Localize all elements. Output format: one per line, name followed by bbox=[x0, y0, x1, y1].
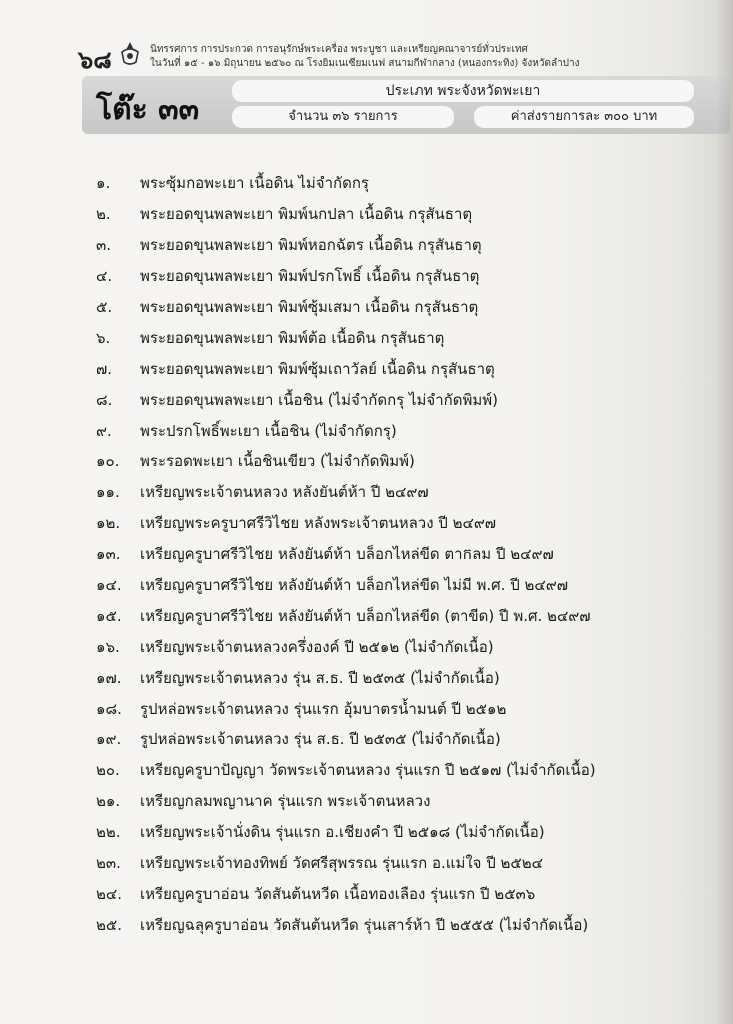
list-item bbox=[96, 848, 716, 879]
item-number: ๑๙. bbox=[96, 730, 122, 749]
item-number: ๑๒. bbox=[96, 514, 121, 533]
list-item bbox=[96, 693, 716, 724]
list-item bbox=[96, 570, 716, 601]
category-label: ประเภท พระจังหวัดพะเยา bbox=[232, 80, 694, 102]
item-text: เหรียญพระเจ้าตนหลวงครึ่งองค์ ปี ๒๕๑๒ (ไม่จำกัดเนื้อ) bbox=[140, 637, 494, 656]
item-list bbox=[96, 168, 716, 940]
list-item bbox=[96, 230, 716, 261]
list-item bbox=[96, 261, 716, 292]
item-text: เหรียญกลมพญานาค รุ่นแรก พระเจ้าตนหลวง bbox=[140, 792, 431, 811]
item-number: ๒๔. bbox=[96, 884, 123, 903]
page-header bbox=[78, 38, 718, 74]
list-item bbox=[96, 446, 716, 477]
list-item bbox=[96, 415, 716, 446]
item-text: เหรียญพระเจ้าตนหลวง รุ่น ส.ธ. ปี ๒๕๓๕ (ไม่จำกัดเนื้อ) bbox=[140, 668, 500, 687]
item-text: เหรียญพระเจ้านั่งดิน รุ่นแรก อ.เชียงคำ ปี ๒๕๑๘ (ไม่จำกัดเนื้อ) bbox=[140, 823, 545, 842]
item-number: ๒๒. bbox=[96, 823, 121, 842]
item-text: พระยอดขุนพลพะเยา พิมพ์ต้อ เนื้อดิน กรุสันธาตุ bbox=[140, 328, 445, 347]
item-number: ๑๔. bbox=[96, 576, 122, 595]
item-text: พระยอดขุนพลพะเยา พิมพ์นกปลา เนื้อดิน กรุสันธาตุ bbox=[140, 205, 473, 224]
item-text: พระยอดขุนพลพะเยา พิมพ์ปรกโพธิ์ เนื้อดิน กรุสันธาตุ bbox=[140, 267, 480, 286]
item-text: พระยอดขุนพลพะเยา พิมพ์ซุ้มเสมา เนื้อดิน กรุสันธาตุ bbox=[140, 298, 479, 316]
price-label: ค่าส่งรายการละ ๓๐๐ บาท bbox=[474, 106, 694, 128]
item-number: ๒๑. bbox=[96, 792, 121, 811]
item-number: ๒๐. bbox=[96, 761, 120, 780]
list-item bbox=[96, 724, 716, 755]
item-number: ๑๗. bbox=[96, 668, 122, 687]
list-item bbox=[96, 477, 716, 508]
item-number: ๓. bbox=[96, 236, 112, 255]
item-number: ๔. bbox=[96, 267, 113, 286]
list-item bbox=[96, 755, 716, 786]
list-item bbox=[96, 539, 716, 570]
item-number: ๒๓. bbox=[96, 854, 121, 873]
item-text: เหรียญพระเจ้าทองทิพย์ วัดศรีสุพรรณ รุ่นแรก อ.แม่ใจ ปี ๒๕๒๔ bbox=[140, 854, 543, 873]
list-item bbox=[96, 631, 716, 662]
item-text: เหรียญพระเจ้าตนหลวง หลังยันต์ห้า ปี ๒๔๙๗ bbox=[140, 483, 429, 502]
list-item bbox=[96, 786, 716, 817]
list-item bbox=[96, 508, 716, 539]
item-number: ๑๓. bbox=[96, 545, 121, 564]
item-text: พระปรกโพธิ์พะเยา เนื้อชิน (ไม่จำกัดกรุ) bbox=[140, 421, 397, 440]
item-number: ๖. bbox=[96, 328, 111, 347]
item-number: ๒. bbox=[96, 205, 111, 224]
list-item bbox=[96, 322, 716, 353]
item-text: พระยอดขุนพลพะเยา พิมพ์หอกฉัตร เนื้อดิน กรุสันธาตุ bbox=[140, 236, 482, 255]
item-number: ๑๖. bbox=[96, 637, 120, 656]
item-number: ๑๕. bbox=[96, 606, 122, 625]
page-number: ๖๘ bbox=[78, 46, 112, 74]
item-number: ๘. bbox=[96, 390, 113, 409]
list-item bbox=[96, 384, 716, 415]
list-item bbox=[96, 817, 716, 848]
list-item bbox=[96, 909, 716, 940]
page-spine-shadow bbox=[715, 0, 733, 1024]
item-text: พระยอดขุนพลพะเยา พิมพ์ซุ้มเถาวัลย์ เนื้อดิน กรุสันธาตุ bbox=[140, 359, 495, 378]
item-number: ๑๘. bbox=[96, 699, 122, 718]
item-count-label: จำนวน ๓๖ รายการ bbox=[232, 106, 454, 128]
item-text: เหรียญครูบาปัญญา วัดพระเจ้าตนหลวง รุ่นแรก ปี ๒๕๑๗ (ไม่จำกัดเนื้อ) bbox=[140, 761, 596, 780]
item-text: รูปหล่อพระเจ้าตนหลวง รุ่น ส.ธ. ปี ๒๕๓๕ (ไม่จำกัดเนื้อ) bbox=[140, 730, 501, 749]
list-item bbox=[96, 292, 716, 323]
item-text: พระรอดพะเยา เนื้อชินเขียว (ไม่จำกัดพิมพ์) bbox=[140, 452, 415, 471]
item-text: พระยอดขุนพลพะเยา เนื้อชิน (ไม่จำกัดกรุ ไม่จำกัดพิมพ์) bbox=[140, 390, 498, 409]
list-item bbox=[96, 600, 716, 631]
list-item bbox=[96, 353, 716, 384]
item-text: พระซุ้มกอพะเยา เนื้อดิน ไม่จำกัดกรุ bbox=[140, 174, 369, 193]
table-banner bbox=[82, 76, 730, 134]
item-number: ๑. bbox=[96, 174, 111, 193]
item-text: เหรียญครูบาศรีวิไชย หลังยันต์ห้า บล็อกไหล่ขีด ไม่มี พ.ศ. ปี ๒๔๙๗ bbox=[140, 576, 569, 595]
item-text: รูปหล่อพระเจ้าตนหลวง รุ่นแรก อุ้มบาตรน้ำมนต์ ปี ๒๕๑๒ bbox=[140, 699, 507, 718]
list-item bbox=[96, 168, 716, 199]
item-text: เหรียญครูบาอ่อน วัดสันต้นหวีด เนื้อทองเลือง รุ่นแรก ปี ๒๕๓๖ bbox=[140, 884, 536, 903]
item-text: เหรียญครูบาศรีวิไชย หลังยันต์ห้า บล็อกไหล่ขีด ตาកลม ปี ๒๔๙๗ bbox=[140, 544, 554, 563]
item-number: ๑๐. bbox=[96, 452, 120, 471]
item-text: เหรียญพระครูบาศรีวิไชย หลังพระเจ้าตนหลวง ปี ๒๔๙๗ bbox=[140, 514, 497, 533]
item-number: ๙. bbox=[96, 421, 112, 440]
item-number: ๗. bbox=[96, 359, 113, 378]
list-item bbox=[96, 878, 716, 909]
list-item bbox=[96, 662, 716, 693]
list-item bbox=[96, 199, 716, 230]
item-text: เหรียญฉลุครูบาอ่อน วัดสันต้นหวีด รุ่นเสาร์ห้า ปี ๒๕๕๕ (ไม่จำกัดเนื้อ) bbox=[140, 915, 589, 934]
event-emblem-icon bbox=[116, 40, 144, 68]
item-number: ๒๕. bbox=[96, 915, 123, 934]
event-venue: ในวันที่ ๑๕ - ๑๖ มิถุนายน ๒๕๖๐ ณ โรงยิมเนเซียมเนฟ สนามกีฬากลาง (หนองกระทิง) จังหวัดลำปาง bbox=[150, 58, 580, 69]
item-number: ๑๑. bbox=[96, 483, 120, 502]
table-label: โต๊ะ ๓๓ bbox=[96, 92, 200, 127]
item-number: ๕. bbox=[96, 298, 113, 316]
event-title: นิทรรศการ การประกวด การอนุรักษ์พระเครื่อง พระบูชา และเหรียญคณาจารย์ทั่วประเทศ bbox=[150, 44, 528, 55]
item-text: เหรียญครูบาศรีวิไชย หลังยันต์ห้า บล็อกไหล่ขีด (ตาขีด) ปี พ.ศ. ๒๔๙๗ bbox=[140, 606, 591, 625]
